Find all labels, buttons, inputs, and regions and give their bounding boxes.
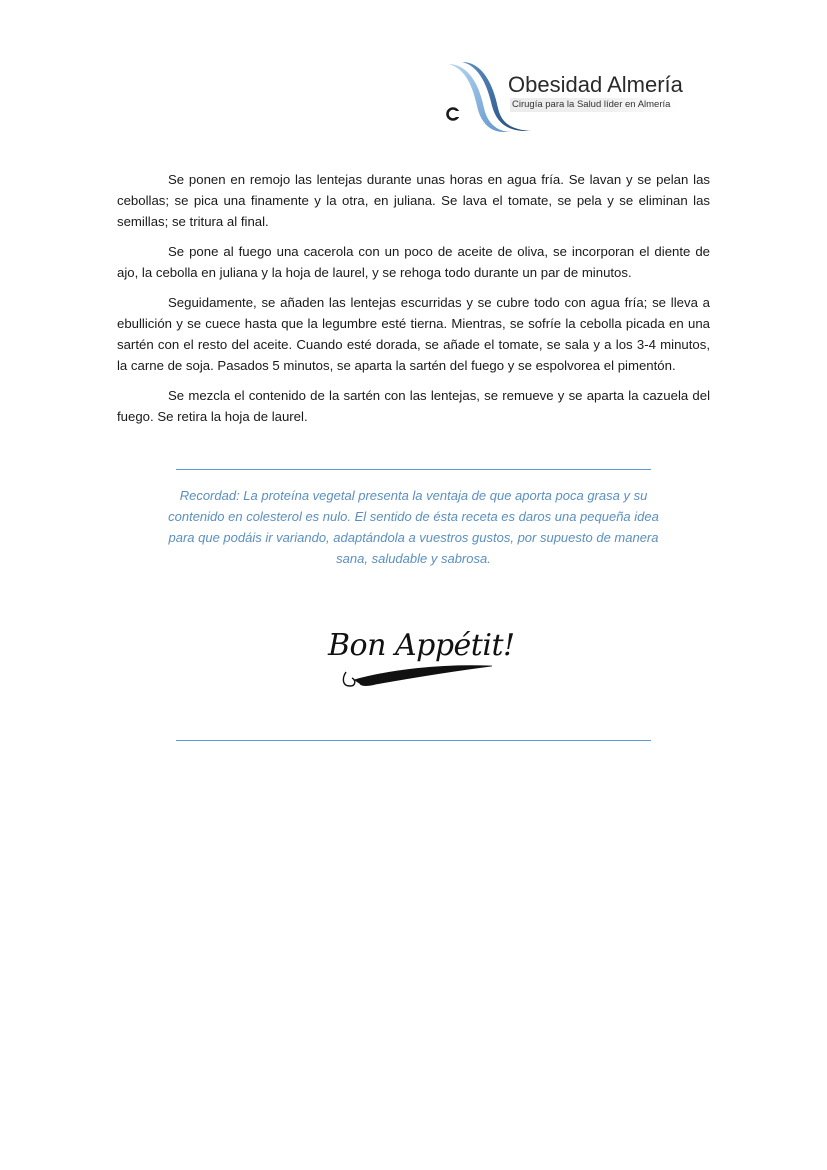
logo-title: Obesidad Almería bbox=[508, 72, 683, 97]
recipe-body bbox=[117, 169, 710, 436]
paragraph: Se ponen en remojo las lentejas durante unas horas en agua fría. Se lavan y se pelan las cebollas; se pica una finamente y la otra, en juliana. Se lava el tomate, se pela y se eliminan las semillas; se tritura al final. bbox=[117, 172, 710, 229]
obesidad-almeria-logo bbox=[440, 58, 710, 138]
paragraph: Se mezcla el contenido de la sartén con las lentejas, se remueve y se aparta la cazuela del fuego. Se retira la hoja de laurel. bbox=[117, 388, 710, 424]
signature-text: Bon Appétit! bbox=[328, 628, 515, 663]
logo-tagline: Cirugía para la Salud líder en Almería bbox=[510, 98, 680, 112]
paragraph: Seguidamente, se añaden las lentejas escurridas y se cubre todo con agua fría; se lleva a ebullición y se cuece hasta que la legumbre esté tierna. Mientras, se sofríe la cebolla picada en una sartén con el resto del aceite. Cuando esté dorada, se añade el tomate, se sala y a los 3-4 minutos, la carne de soja. Pasados 5 minutos, se aparta la sartén del fuego y se espolvorea el pimentón. bbox=[117, 295, 710, 373]
divider-top bbox=[176, 469, 651, 470]
reminder-note: Recordad: La proteína vegetal presenta la ventaja de que aporta poca grasa y su contenido en colesterol es nulo. El sentido de ésta receta es daros una pequeña idea para que podáis ir variando, adaptándola a vuestros gustos, por supuesto de manera sana, saludable y sabrosa. bbox=[168, 488, 659, 566]
bon-appetit-signature bbox=[320, 620, 515, 695]
divider-bottom bbox=[176, 740, 651, 741]
paragraph: Se pone al fuego una cacerola con un poco de aceite de oliva, se incorporan el diente de ajo, la cebolla en juliana y la hoja de laurel, y se rehoga todo durante un par de minutos. bbox=[117, 244, 710, 280]
